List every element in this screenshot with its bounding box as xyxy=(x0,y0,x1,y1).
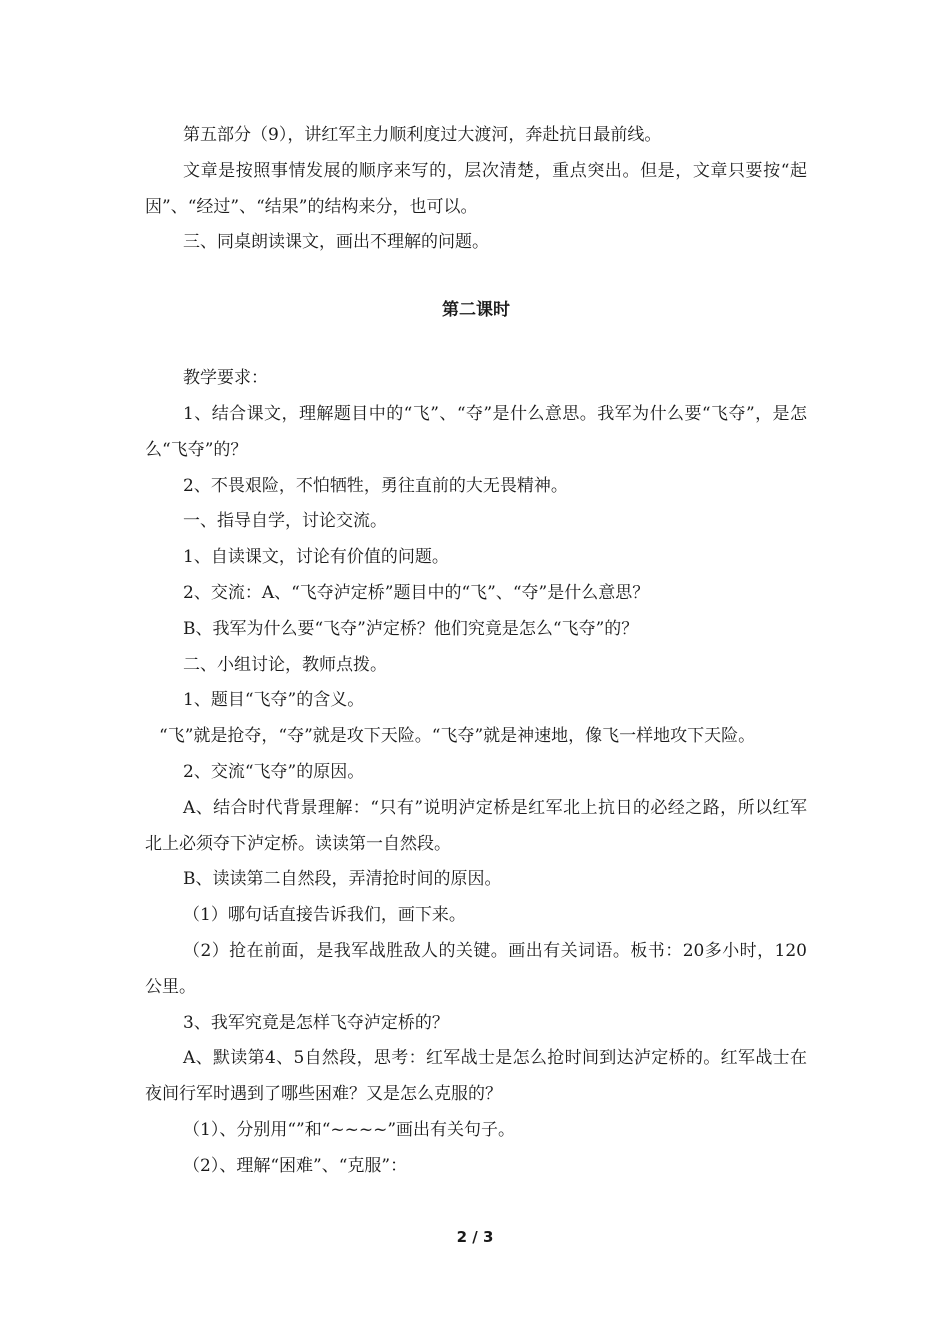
paragraph: B、我军为什么要“飞夺”泸定桥？他们究竟是怎么“飞夺”的？ xyxy=(183,618,639,639)
paragraph: （1）、分别用“”和“~~~~”画出有关句子。 xyxy=(183,1119,516,1140)
paragraph: 3、我军究竟是怎样飞夺泸定桥的？ xyxy=(183,1012,449,1033)
paragraph: 一、指导自学，讨论交流。 xyxy=(183,511,387,532)
page-separator: / xyxy=(472,1228,478,1246)
spacer xyxy=(145,261,807,292)
paragraph: 2、交流：A、“飞夺泸定桥”题目中的“飞”、“夺”是什么意思？ xyxy=(183,582,650,603)
paragraph: （2）抢在前面，是我军战胜敌人的关键。画出有关词语。板书：20多小时，120公里。 xyxy=(145,940,807,997)
section-title: 第二课时 xyxy=(442,300,510,321)
spacer xyxy=(145,328,807,361)
page-number xyxy=(0,1228,950,1246)
paragraph: （2）、理解“困难”、“克服”： xyxy=(183,1155,408,1176)
paragraph: 文章是按照事情发展的顺序来写的，层次清楚，重点突出。但是，文章只要按“起因”、“经过”、“结果”的结构来分，也可以。 xyxy=(145,160,807,217)
paragraph: A、默读第4、5自然段，思考：红军战士是怎么抢时间到达泸定桥的。红军战士在夜间行军时遇到了哪些困难？又是怎么克服的？ xyxy=(145,1048,807,1105)
paragraph: B、读读第二自然段，弄清抢时间的原因。 xyxy=(183,869,502,890)
paragraph: 三、同桌朗读课文，画出不理解的问题。 xyxy=(183,232,489,253)
paragraph: 1、自读课文，讨论有价值的问题。 xyxy=(183,547,449,568)
paragraph: 1、题目“飞夺”的含义。 xyxy=(183,690,365,711)
paragraph: 二、小组讨论，教师点拨。 xyxy=(183,654,387,675)
paragraph: （1）哪句话直接告诉我们，画下来。 xyxy=(183,905,466,926)
page-total: 3 xyxy=(482,1228,494,1246)
paragraph: 第五部分（9），讲红军主力顺利度过大渡河，奔赴抗日最前线。 xyxy=(183,125,662,145)
paragraph: 2、不畏艰险，不怕牺牲，勇往直前的大无畏精神。 xyxy=(183,475,568,496)
paragraph: “飞”就是抢夺，“夺”就是攻下天险。“飞夺”就是神速地，像飞一样地攻下天险。 xyxy=(159,726,756,747)
page-content xyxy=(145,118,807,1185)
paragraph: A、结合时代背景理解：“只有”说明泸定桥是红军北上抗日的必经之路，所以红军北上必须夺下泸定桥。读读第一自然段。 xyxy=(145,797,807,854)
page-current: 2 xyxy=(456,1228,468,1246)
paragraph: 2、交流“飞夺”的原因。 xyxy=(183,761,365,782)
paragraph: 1、结合课文，理解题目中的“飞”、“夺”是什么意思。我军为什么要“飞夺”，是怎么“飞夺”的？ xyxy=(145,403,807,460)
paragraph: 教学要求： xyxy=(183,368,268,389)
